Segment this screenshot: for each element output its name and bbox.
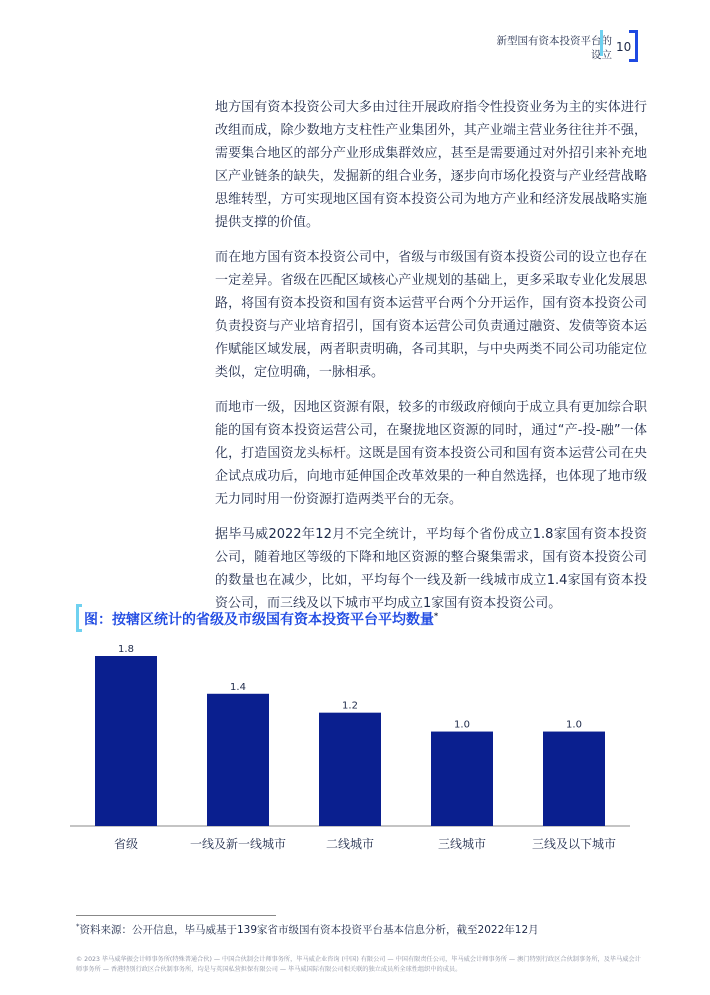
body-text: [215, 96, 647, 627]
bar: [431, 732, 493, 826]
bar-value-label: 1.2: [342, 700, 358, 712]
bar-value-label: 1.0: [566, 719, 582, 731]
bar-chart: [70, 640, 630, 860]
header-title-line1: 新型国有资本投资平台的: [496, 35, 612, 47]
bar-value-label: 1.4: [230, 681, 246, 693]
paragraph-1: 地方国有资本投资公司大多由过往开展政府指令性投资业务为主的实体进行改组而成，除少数地方支柱性产业集团外，其产业端主营业务往往并不强，需要集合地区的部分产业形成集群效应，甚至是需要通过对外招引来补充地区产业链条的缺失，发掘新的组合业务，逐步向市场化投资与产业经营战略思维转型，方可实现地区国有资本投资公司为地方产业和经济发展战略实施提供支撑的价值。: [215, 100, 647, 230]
copyright-notice: © 2023 毕马威华振会计师事务所(特殊普通合伙) — 中国合伙制会计师事务所，毕马威企业咨询 (中国) 有限公司 — 中国有限责任公司，毕马威会计师事务所 — 澳门特别行政区合伙制事务所，及毕马威会计师事务所 — 香港特别行政区合伙制事务所，均是与英国私营担保有限公司 — 毕马威国际有限公司相关联的独立成员所全球性组织中的成员。: [76, 956, 641, 973]
bar: [207, 694, 269, 826]
bar: [95, 656, 157, 826]
paragraph-2: 而在地方国有资本投资公司中，省级与市级国有资本投资公司的设立也存在一定差异。省级在匹配区域核心产业规划的基础上，更多采取专业化发展思路，将国有资本投资和国有资本运营平台两个分开运作，国有资本投资公司负责投资与产业培育招引，国有资本运营公司负责通过融资、发债等资本运作赋能区域发展，两者职责明确，各司其职，与中央两类不同公司功能定位类似，定位明确，一脉相承。: [215, 250, 647, 380]
chart-title-text: 图：按辖区统计的省级及市级国有资本投资平台平均数量: [84, 612, 434, 628]
category-label: 省级: [113, 837, 139, 851]
bar: [319, 713, 381, 826]
paragraph-3: 而地市一级，因地区资源有限，较多的市级政府倾向于成立具有更加综合职能的国有资本投资运营公司，在聚拢地区资源的同时，通过“产-投-融”一体化，打造国资龙头标杆。这既是国有资本投资公司和国有资本运营公司在央企试点成功后，向地市延伸国企改革效果的一种自然选择，也体现了地市级无力同时用一份资源打造两类平台的无奈。: [215, 400, 647, 507]
bar-value-label: 1.8: [118, 644, 134, 655]
footnote-text: 资料来源：公开信息，毕马威基于139家省市级国有资本投资平台基本信息分析，截至2022年12月: [79, 924, 539, 936]
paragraph-4: 据毕马威2022年12月不完全统计，平均每个省份成立1.8家国有资本投资公司，随着地区等级的下降和地区资源的整合聚集需求，国有资本投资公司的数量也在减少，比如，平均每个一线及新一线城市成立1.4家国有资本投资公司，而三线及以下城市平均成立1家国有资本投资公司。: [215, 527, 647, 611]
category-label: 二线城市: [325, 837, 375, 851]
page-number: 10: [616, 40, 632, 54]
chart-title: [84, 609, 438, 629]
category-label: 三线及以下城市: [531, 837, 617, 851]
category-label: 三线城市: [437, 837, 487, 851]
header-accent-left: [600, 30, 611, 56]
category-label: 一线及新一线城市: [189, 837, 287, 851]
header-title-line2: 设立: [591, 49, 612, 61]
bar-value-label: 1.0: [454, 719, 470, 731]
footnote: [76, 922, 539, 937]
running-header: [412, 34, 612, 62]
footnote-marker: *: [76, 922, 80, 931]
bar: [543, 732, 605, 826]
header-accent-right: [629, 30, 638, 62]
chart-title-marker: *: [434, 611, 439, 621]
chart-heading-accent: [76, 604, 82, 632]
chart-heading: [76, 604, 576, 632]
footnote-divider: [76, 915, 276, 916]
